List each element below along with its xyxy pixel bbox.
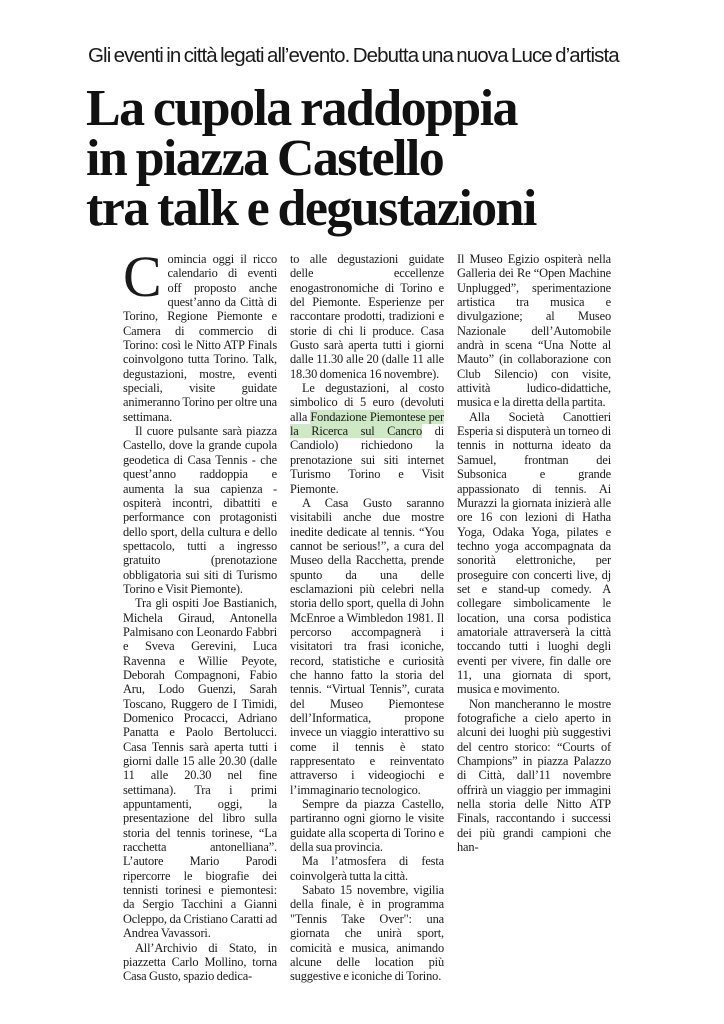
article-headline [86, 80, 706, 237]
headline-line-3: tra talk e degustazioni [86, 180, 536, 237]
paragraph: Non mancheranno le mostre fotografiche a cielo aperto in alcuni dei luoghi più suggestivi del centro storico: “Courts of Champions” in piazza Palazzo di Città, dall’11 novembre offrirà un viaggio per immagini nella storia delle Nitto ATP Finals, raccontando i successi dei più grandi campioni che han- [457, 696, 611, 855]
highlighted-text: Fondazione Piemontese per la Ricerca sul Cancro [290, 409, 444, 439]
paragraph: Tra gli ospiti Joe Bastianich, Michela Giraud, Antonella Palmisano con Leonardo Fabbri e Sveva Gerevini, Luca Ravenna e Willie Peyote, Deborah Compagnoni, Fabio Aru, Lodo Guenzi, Sarah Toscano, Ruggero de I Timidi, Domenico Procacci, Adriano Panatta e Paolo Bertolucci. Casa Tennis sarà aperta tutti i giorni dalle 15 alle 20.30 (dalle 11 alle 20.30 nel fine settimana). Tra i primi appuntamenti, oggi, la presentazione del libro sulla storia del tennis torinese, “La racchetta antonelliana”. L’autore Mario Parodi ripercorre le biografie dei tennisti torinesi e piemontesi: da Sergio Tacchini a Gianni Ocleppo, da Cristiano Caratti ad Andrea Vavassori. [123, 596, 277, 941]
paragraph: Sempre da piazza Castello, partiranno ogni giorno le visite guidate alla scoperta di Torino e della sua provincia. [290, 797, 444, 855]
headline-line-1: La cupola raddoppia [86, 80, 517, 137]
paragraph: Alla Società Canottieri Esperia si disputerà un torneo di tennis in notturna ideato da Samuel, frontman dei Subsonica e grande appassionato di tennis. Ai Murazzi la giornata inizierà alle ore 16 con lezioni di Hatha Yoga, Odaka Yoga, pilates e techno yoga accompagnata da sonorità elettroniche, per proseguire con concerti live, dj set e stand-up comedy. A collegare simbolicamente le location, una corsa podistica amatoriale attraverserà la città toccando tutti i luoghi degli eventi per vivere, fin dalle ore 11, una giornata di sport, musica e movimento. [457, 409, 611, 697]
article-column-3 [457, 252, 611, 854]
paragraph [290, 381, 444, 496]
drop-cap: C [123, 244, 162, 309]
paragraph-text: Le degustazioni, al costo simbolico di 5 euro (devoluti alla [290, 381, 444, 424]
article-column-1 [123, 244, 277, 984]
headline-line-2: in piazza Castello [86, 130, 444, 187]
paragraph: All’Archivio di Stato, in piazzetta Carlo Mollino, torna Casa Gusto, spazio dedica- [123, 940, 277, 984]
article-kicker: Gli eventi in città legati all’evento. Debutta una nuova Luce d’artista [88, 44, 619, 67]
paragraph-text: omincia oggi il ricco calendario di eventi off proposto anche quest’anno da Città di Torino, Regione Piemonte e Camera di commercio di Torino: così le Nitto ATP Finals coinvolgono tutta Torino. Talk, degustazioni, mostre, eventi speciali, visite guidate animeranno Torino per oltre una settimana. [123, 252, 277, 424]
paragraph: Sabato 15 novembre, vigilia della finale, è in programma "Tennis Take Over": una giornata che unirà sport, comicità e musica, animando alcune delle location più suggestive e iconiche di Torino. [290, 883, 444, 984]
paragraph: to alle degustazioni guidate delle eccellenze enogastronomiche di Torino e del Piemonte. Esperienze per raccontare prodotti, tradizioni e storie di chi li produce. Casa Gusto sarà aperta tutti i giorni dalle 11.30 alle 20 (dalle 11 alle 18.30 domenica 16 novembre). [290, 252, 444, 381]
paragraph: Il Museo Egizio ospiterà nella Galleria dei Re “Open Machine Unplugged”, sperimentazione artistica tra musica e divulgazione; al Museo Nazionale dell’Automobile andrà in scena “Una Notte al Mauto” (in collaborazione con Club Silencio) con visite, attività ludico-didattiche, musica e la diretta della partita. [457, 252, 611, 410]
paragraph-text: di Candiolo) richiedono la prenotazione sui siti internet Turismo Torino e Visit Piemonte. [290, 424, 444, 496]
paragraph: Ma l’atmosfera di festa coinvolgerà tutta la città. [290, 854, 444, 883]
article-column-2 [290, 252, 444, 984]
paragraph: A Casa Gusto saranno visitabili anche due mostre inedite dedicate al tennis. “You cannot be serious!”, a cura del Museo della Racchetta, prende spunto da una delle esclamazioni più celebri nella storia dello sport, quella di John McEnroe a Wimbledon 1981. Il percorso accompagnerà i visitatori tra frasi iconiche, record, statistiche e curiosità che hanno fatto la storia del tennis. “Virtual Tennis”, curata del Museo Piemontese dell’Informatica, propone invece un viaggio interattivo su come il tennis è stato rappresentato e reinventato attraverso i videogiochi e l’immaginario tecnologico. [290, 495, 444, 797]
paragraph [123, 244, 277, 424]
paragraph: Il cuore pulsante sarà piazza Castello, dove la grande cupola geodetica di Casa Tennis - che quest’anno raddoppia e aumenta la sua capienza - ospiterà incontri, dibattiti e performance con protagonisti dello sport, della cultura e dello spettacolo, tutti a ingresso gratuito (prenotazione obbligatoria sui siti di Turismo Torino e Visit Piemonte). [123, 424, 277, 596]
